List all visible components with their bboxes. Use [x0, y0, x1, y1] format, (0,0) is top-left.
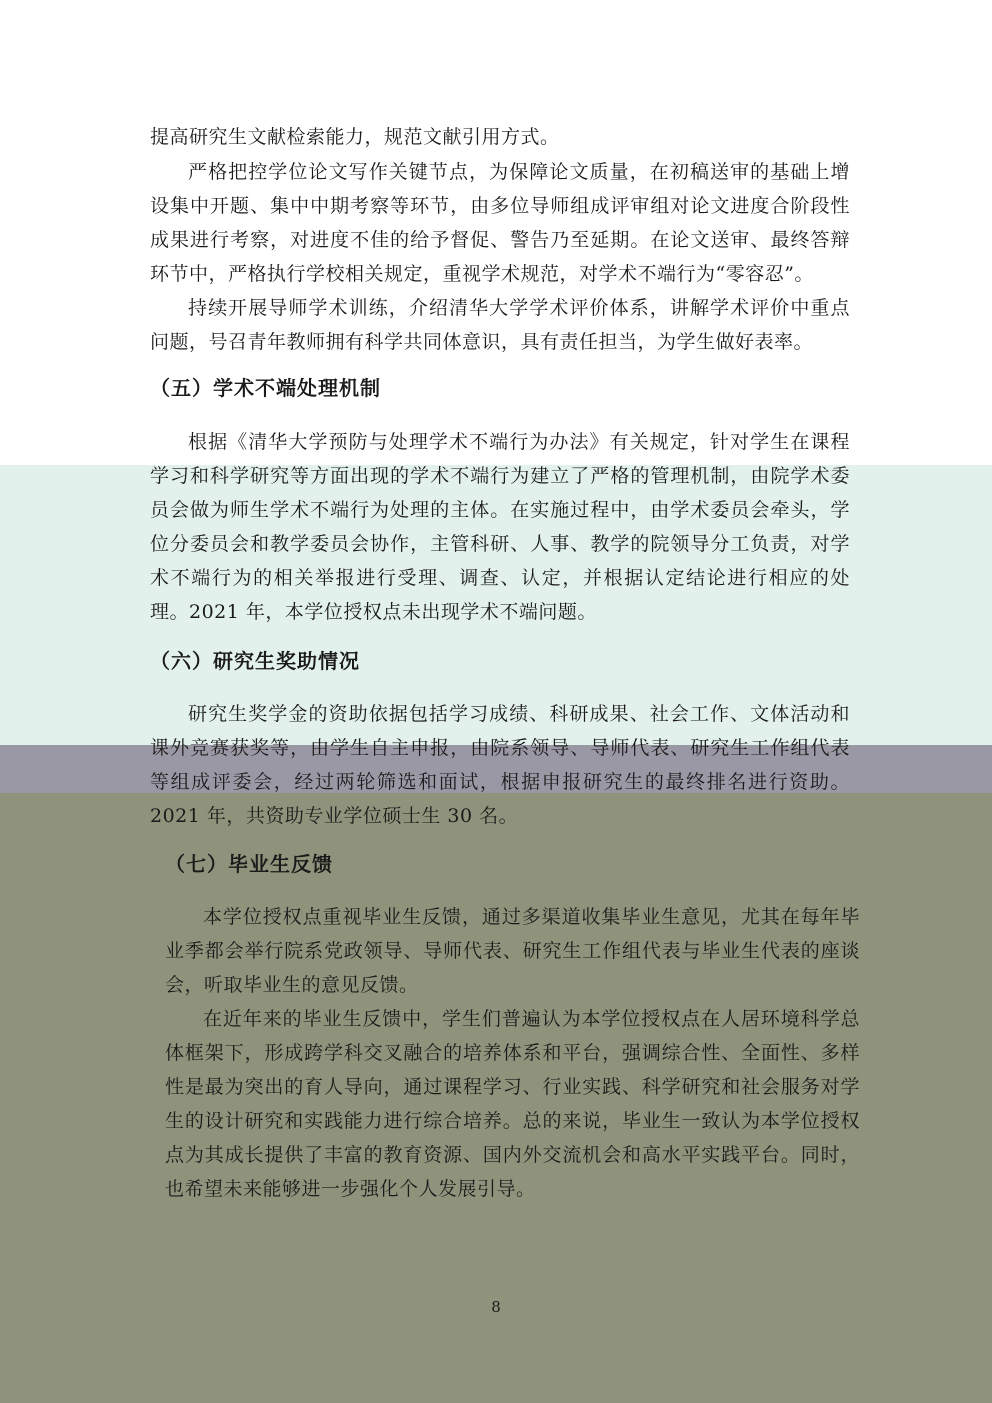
page-number: 8 — [491, 1298, 501, 1316]
paragraph-feedback-collection: 本学位授权点重视毕业生反馈，通过多渠道收集毕业生意见，尤其在每年毕业季都会举行院系党政领导、导师代表、研究生工作组代表与毕业生代表的座谈会，听取毕业生的意见反馈。 — [165, 906, 860, 996]
paragraph-academic-misconduct: 根据《清华大学预防与处理学术不端行为办法》有关规定，针对学生在课程学习和科学研究等方面出现的学术不端行为建立了严格的管理机制，由院学术委员会做为师生学术不端行为处理的主体。在实施过程中，由学术委员会牵头，学位分委员会和教学委员会协作，主管科研、人事、教学的院领导分工负责，对学术不端行为的相关举报进行受理、调查、认定，并根据认定结论进行相应的处理。2021 年，本学位授权点未出现学术不端问题。 — [150, 431, 850, 623]
section-heading-academic-misconduct: （五）学术不端处理机制 — [150, 376, 381, 400]
paragraph-thesis-control: 严格把控学位论文写作关键节点，为保障论文质量，在初稿送审的基础上增设集中开题、集中中期考察等环节，由多位导师组成评审组对论文进度合阶段性成果进行考察，对进度不佳的给予督促、警告乃至延期。在论文送审、最终答辩环节中，严格执行学校相关规定，重视学术规范，对学术不端行为“零容忍”。 — [150, 161, 850, 285]
section-heading-graduate-feedback: （七）毕业生反馈 — [165, 852, 333, 876]
paragraph-supervisor-training: 持续开展导师学术训练，介绍清华大学学术评价体系，讲解学术评价中重点问题，号召青年教师拥有科学共同体意识，具有责任担当，为学生做好表率。 — [150, 297, 850, 353]
paragraph-continuation: 提高研究生文献检索能力，规范文献引用方式。 — [150, 126, 560, 148]
section-heading-scholarships: （六）研究生奖助情况 — [150, 649, 360, 673]
paragraph-feedback-summary: 在近年来的毕业生反馈中，学生们普遍认为本学位授权点在人居环境科学总体框架下，形成跨学科交叉融合的培养体系和平台，强调综合性、全面性、多样性是最为突出的育人导向，通过课程学习、行业实践、科学研究和社会服务对学生的设计研究和实践能力进行综合培养。总的来说，毕业生一致认为本学位授权点为其成长提供了丰富的教育资源、国内外交流机会和高水平实践平台。同时，也希望未来能够进一步强化个人发展引导。 — [165, 1008, 860, 1200]
paragraph-scholarships: 研究生奖学金的资助依据包括学习成绩、科研成果、社会工作、文体活动和课外竞赛获奖等，由学生自主申报，由院系领导、导师代表、研究生工作组代表等组成评委会，经过两轮筛选和面试，根据申报研究生的最终排名进行资助。2021 年，共资助专业学位硕士生 30 名。 — [150, 703, 850, 827]
